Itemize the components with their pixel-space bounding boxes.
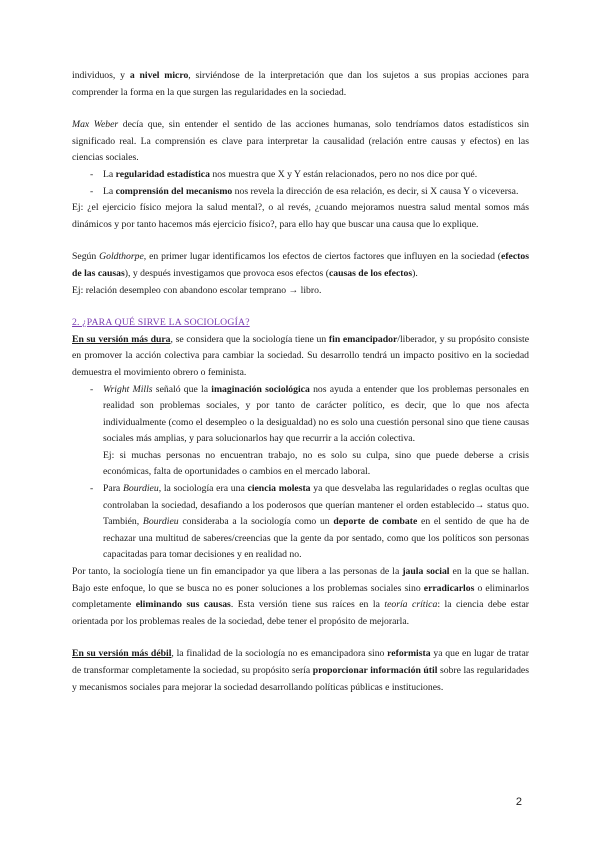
paragraph-weber: Max Weber decía que, sin entender el sentido de las acciones humanas, solo tendríamos datos estadísticos sin significado real. La comprensión es clave para interpretar la causalidad (relación entre causas y efectos) en las ciencias sociales. (72, 119, 529, 164)
list-item: - Wright Mills señaló que la imaginación sociológica nos ayuda a entender que los problemas personales en realidad son problemas sociales, y por tanto de carácter político, es decir, que lo que nos afecta individualmente (como el desempleo o la desigualdad) no es solo una cuestión personal sino que tiene causas sociales más amplias, y para solucionarlos hay que recurrir a la acción colectiva. Ej: si muchas personas no encuentran trabajo, no es solo su culpa, sino que puede deberse a crisis económicas, falta de oportunidades o cambios en el mercado laboral. (90, 383, 529, 478)
list-item: - La comprensión del mecanismo nos revela la dirección de esa relación, es decir, si X causa Y o viceversa. (90, 185, 519, 197)
page-number: 2 (515, 796, 522, 808)
section-heading: 2. ¿PARA QUÉ SIRVE LA SOCIOLOGÍA? (72, 317, 250, 329)
paragraph-example-desempleo: Ej: relación desempleo con abandono escolar temprano → libro. (72, 284, 322, 296)
list-item: - Para Bourdieu, la sociología era una ciencia molesta ya que desvelaba las regularidades o reglas ocultas que controlaban la sociedad, desafiando a los poderosos que querían mantener el orden establecido→ status quo. También, Bourdieu consideraba a la sociología como un deporte de combate en el sentido de que ha de rechazar una multitud de saberes/creencias que la gente da por sentado, como que los políticos son personas capacitadas para tomar decisiones y en realidad no. (90, 483, 529, 561)
paragraph-micro: individuos, y a nivel micro, sirviéndose de la interpretación que dan los sujetos a sus propias acciones para comprender la forma en la que surgen las regularidades en la sociedad. (72, 70, 529, 98)
paragraph-jaula-social: Por tanto, la sociología tiene un fin emancipador ya que libera a las personas de la jaula social en la que se hallan. Bajo este enfoque, lo que se busca no es poner soluciones a los problemas sociales sino erradicarlos o eliminarlos completamente eliminando sus causas. Esta versión tiene sus raíces en la teoría crítica: la ciencia debe estar orientada por los problemas reales de la sociedad, debe tener el propósito de mejorarla. (72, 566, 529, 627)
paragraph-version-debil: En su versión más débil, la finalidad de la sociología no es emancipadora sino reformista ya que en lugar de tratar de transformar completamente la sociedad, su propósito sería proporcionar información útil sobre las regularidades y mecanismos sociales para mejorar la sociedad desarrollando políticas públicas e instituciones. (72, 648, 529, 693)
paragraph-goldthorpe: Según Goldthorpe, en primer lugar identificamos los efectos de ciertos factores que influyen en la sociedad (efectos de las causas), y después investigamos que provoca esos efectos (causas de los efectos). (72, 251, 529, 279)
document-page (72, 68, 529, 696)
list-item: - La regularidad estadística nos muestra que X y Y están relacionados, pero no nos dice por qué. (90, 168, 478, 180)
paragraph-version-dura: En su versión más dura, se considera que la sociología tiene un fin emancipador/liberador, y su propósito consiste en promover la acción colectiva para cambiar la sociedad. Su desarrollo tendrá un impacto positivo en la sociedad demuestra el movimiento obrero o feminista. (72, 333, 529, 378)
dura-list (72, 382, 529, 565)
weber-list (72, 167, 529, 200)
paragraph-example-exercise: Ej: ¿el ejercicio físico mejora la salud mental?, o al revés, ¿cuando mejoramos nuestra salud mental somos más dinámicos y por tanto hacemos más ejercicio físico?, para ello hay que buscar una causa que lo explique. (72, 202, 529, 230)
